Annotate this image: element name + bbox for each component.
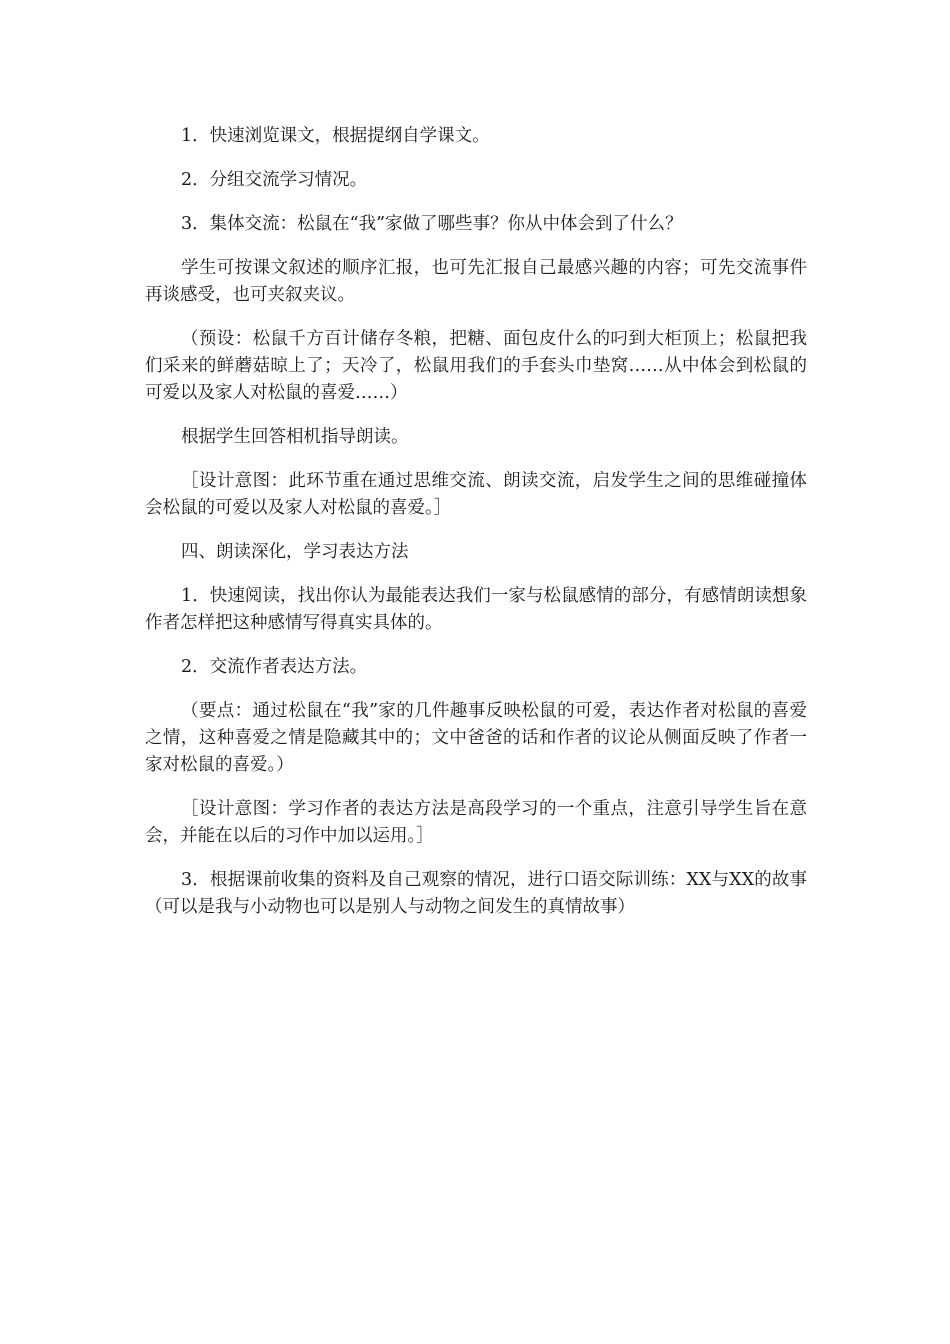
step-1-paragraph: 1．快速浏览课文，根据提纲自学课文。	[181, 126, 490, 146]
section-four-step-3-paragraph: 3．根据课前收集的资料及自己观察的情况，进行口语交际训练：XX与XX的故事（可以是我与小动物也可以是别人与动物之间发生的真情故事）	[145, 870, 807, 917]
design-intent-paragraph-2: ［设计意图：学习作者的表达方法是高段学习的一个重点，注意引导学生旨在意会，并能在以后的习作中加以运用。］	[145, 799, 807, 846]
section-four-step-2-paragraph: 2．交流作者表达方法。	[181, 657, 368, 677]
report-guidance-paragraph: 学生可按课文叙述的顺序汇报，也可先汇报自己最感兴趣的内容；可先交流事件再谈感受，也可夹叙夹议。	[145, 258, 807, 305]
step-2-paragraph: 2．分组交流学习情况。	[181, 170, 368, 190]
preset-note-paragraph: （预设：松鼠千方百计储存冬粮，把糖、面包皮什么的叼到大柜顶上；松鼠把我们采来的鲜蘑菇晾上了；天冷了，松鼠用我们的手套头巾垫窝……从中体会到松鼠的可爱以及家人对松鼠的喜爱……）	[145, 329, 807, 403]
design-intent-paragraph-1: ［设计意图：此环节重在通过思维交流、朗读交流，启发学生之间的思维碰撞体会松鼠的可爱以及家人对松鼠的喜爱。］	[145, 471, 807, 518]
section-heading-four: 四、朗读深化，学习表达方法	[181, 542, 409, 562]
step-3-paragraph: 3．集体交流：松鼠在“我”家做了哪些事？你从中体会到了什么？	[181, 214, 683, 234]
document-page	[145, 123, 807, 938]
key-points-paragraph: （要点：通过松鼠在“我”家的几件趣事反映松鼠的可爱，表达作者对松鼠的喜爱之情，这种喜爱之情是隐藏其中的；文中爸爸的话和作者的议论从侧面反映了作者一家对松鼠的喜爱。）	[145, 701, 807, 775]
section-four-step-1-paragraph: 1．快速阅读，找出你认为最能表达我们一家与松鼠感情的部分，有感情朗读想象作者怎样把这种感情写得真实具体的。	[145, 586, 807, 633]
reading-guidance-paragraph: 根据学生回答相机指导朗读。	[181, 427, 409, 447]
